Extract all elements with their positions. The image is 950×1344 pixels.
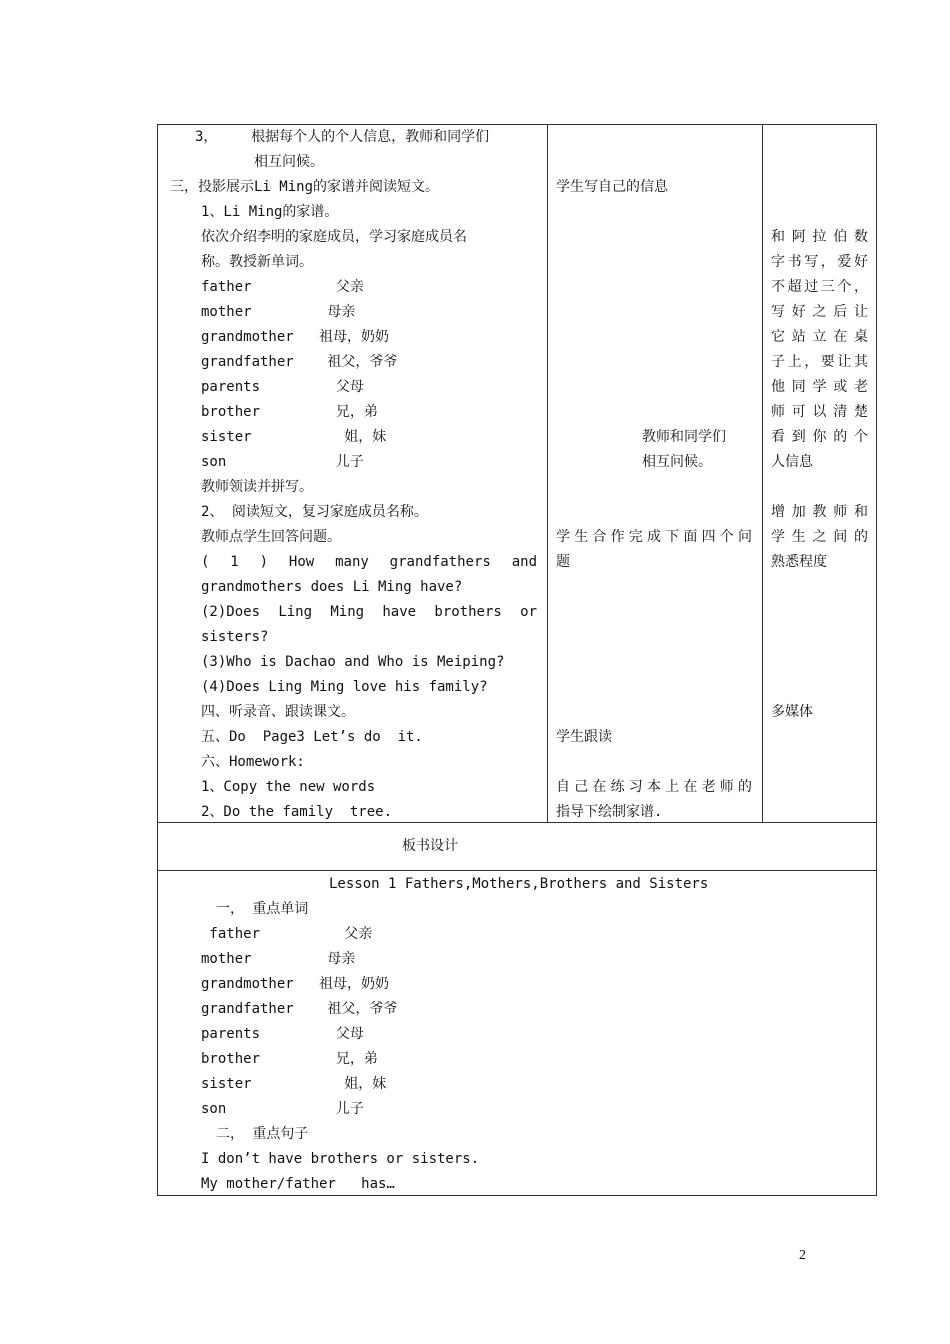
process-line: 六、Homework: <box>201 754 305 770</box>
note-line: 人信息 <box>771 454 813 470</box>
board-word: grandmother 祖母，奶奶 <box>201 976 390 992</box>
board-word: sister 姐，妹 <box>201 1076 387 1092</box>
process-line: 1、Li Ming的家谱。 <box>201 204 339 220</box>
row-divider-2 <box>157 870 877 871</box>
process-line: 教师点学生回答问题。 <box>201 529 341 545</box>
activity-text: 学生合作完成下面四个问 <box>556 529 752 545</box>
note-line: 写好之后让 <box>771 304 868 320</box>
vocab-line: father 父亲 <box>201 279 364 295</box>
process-line: 三，投影展示Li Ming的家谱并阅读短文。 <box>170 179 440 195</box>
note-line: 增加教师和 <box>771 504 868 520</box>
activity-text: 相互问候。 <box>642 454 712 470</box>
board-sentence: My mother/father has… <box>201 1176 395 1192</box>
page-number: 2 <box>799 1248 806 1263</box>
board-section-heading: 二， 重点句子 <box>216 1126 309 1142</box>
vocab-line: son 儿子 <box>201 454 364 470</box>
note-line: 子上，要让其 <box>771 354 868 370</box>
note-line: 学生之间的 <box>771 529 868 545</box>
question-line: (2)Does Ling Ming have brothers or <box>201 604 537 620</box>
process-line: 1、Copy the new words <box>201 779 376 795</box>
board-word: grandfather 祖父，爷爷 <box>201 1001 398 1017</box>
vocab-line: grandfather 祖父，爷爷 <box>201 354 398 370</box>
note-line: 它站立在桌 <box>771 329 868 345</box>
note-line: 师可以清楚 <box>771 404 868 420</box>
activity-text: 教师和同学们 <box>642 429 726 445</box>
question-line: ( 1 ) How many grandfathers and <box>201 554 537 570</box>
activity-text: 学生跟读 <box>556 729 612 745</box>
question-line: (3)Who is Dachao and Who is Meiping? <box>201 654 505 670</box>
activity-text: 学生写自己的信息 <box>556 179 668 195</box>
question-line: grandmothers does Li Ming have? <box>201 579 463 595</box>
board-word: brother 兄，弟 <box>201 1051 378 1067</box>
board-section-heading: 一， 重点单词 <box>216 901 309 917</box>
vocab-line: sister 姐，妹 <box>201 429 387 445</box>
note-line: 字书写，爱好 <box>771 254 868 270</box>
vocab-line: grandmother 祖母，奶奶 <box>201 329 390 345</box>
question-line: (4)Does Ling Ming love his family? <box>201 679 488 695</box>
process-line: 相互问候。 <box>254 154 324 170</box>
note-line: 熟悉程度 <box>771 554 827 570</box>
activity-text: 指导下绘制家谱. <box>556 804 663 820</box>
board-word: father 父亲 <box>201 926 373 942</box>
column-divider-2 <box>762 124 763 823</box>
activity-text: 自己在练习本上在老师的 <box>556 779 752 795</box>
process-line: 2、 阅读短文，复习家庭成员名称。 <box>201 504 428 520</box>
note-line: 看到你的个 <box>771 429 868 445</box>
board-sentence: I don’t have brothers or sisters. <box>201 1151 480 1167</box>
note-line: 多媒体 <box>771 704 813 720</box>
activity-text: 题 <box>556 554 570 570</box>
note-line: 他同学或老 <box>771 379 868 395</box>
process-line: 四、听录音、跟读课文。 <box>201 704 355 720</box>
board-title: Lesson 1 Fathers,Mothers,Brothers and Sisters <box>329 876 709 892</box>
process-line: 3， 根据每个人的个人信息，教师和同学们 <box>195 129 490 145</box>
process-line: 依次介绍李明的家庭成员，学习家庭成员名 <box>201 229 467 245</box>
vocab-line: mother 母亲 <box>201 304 356 320</box>
vocab-line: brother 兄，弟 <box>201 404 378 420</box>
process-line: 教师领读并拼写。 <box>201 479 313 495</box>
process-line: 2、Do the family tree. <box>201 804 393 820</box>
board-word: parents 父母 <box>201 1026 364 1042</box>
vocab-line: parents 父母 <box>201 379 364 395</box>
note-line: 不超过三个， <box>771 279 868 295</box>
board-word: son 儿子 <box>201 1101 364 1117</box>
note-line: 和阿拉伯数 <box>771 229 868 245</box>
process-line: 五、Do Page3 Let’s do it. <box>201 729 423 745</box>
board-heading: 板书设计 <box>402 838 458 854</box>
process-line: 称。教授新单词。 <box>201 254 313 270</box>
column-divider-1 <box>547 124 548 823</box>
question-line: sisters? <box>201 629 269 645</box>
board-word: mother 母亲 <box>201 951 356 967</box>
